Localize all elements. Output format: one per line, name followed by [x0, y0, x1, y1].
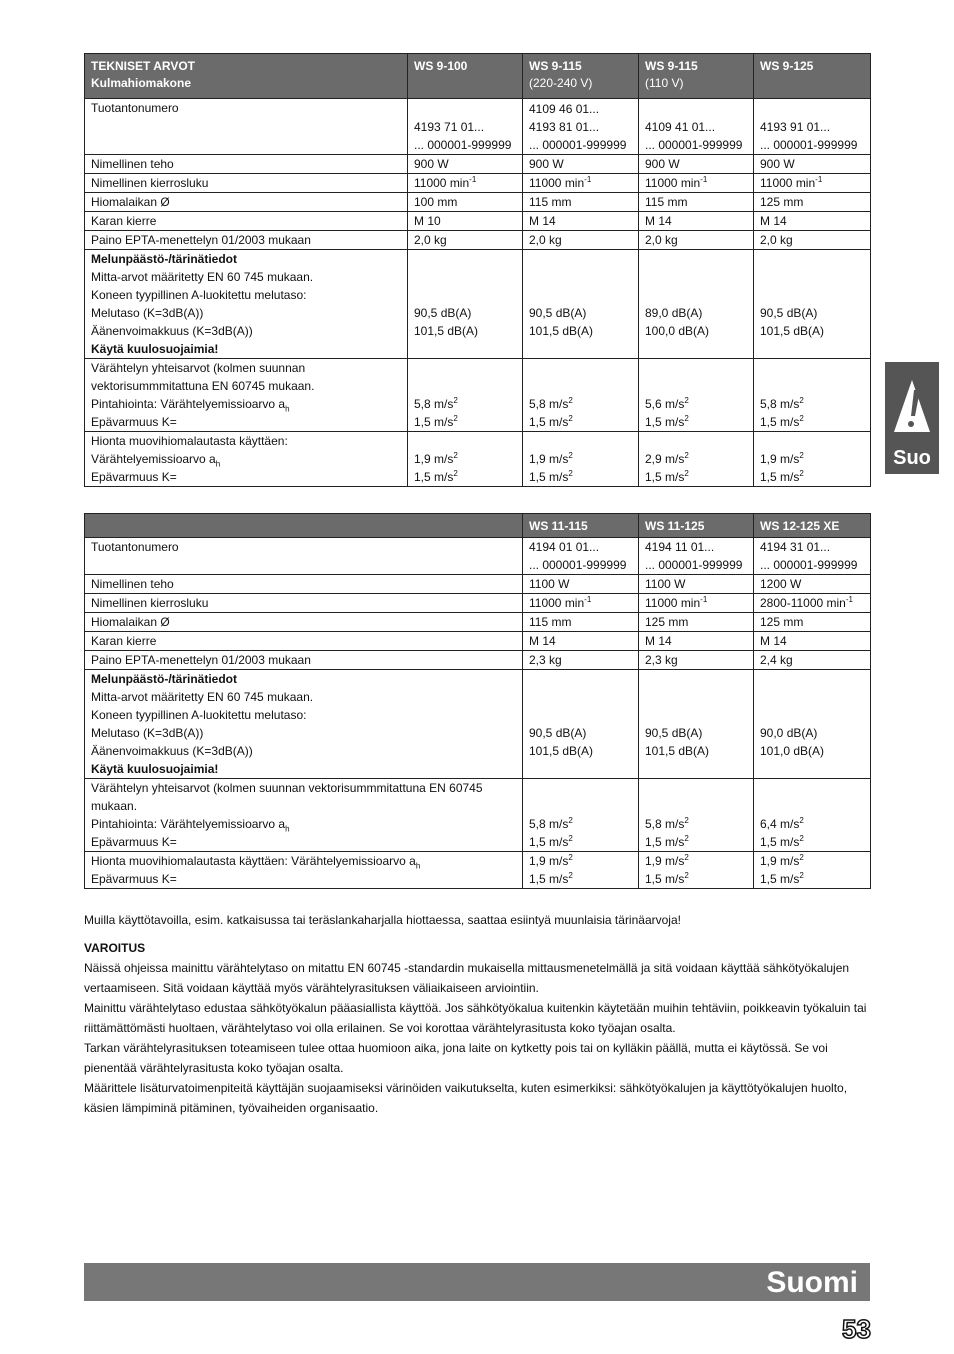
notes-section	[84, 910, 874, 1118]
other-uses-note: Muilla käyttötavoilla, esim. katkaisussa tai teräslankaharjalla hiottaessa, saattaa esiintyä muunlaisia tärinäarvoja!	[84, 913, 681, 927]
cell: 5,6 $m/s^2$ 1,5 $m/s^2$	[639, 359, 754, 432]
cell: 5,8 $m/s^2$ 1,5 $m/s^2$	[408, 359, 523, 432]
warning-paragraph: Näissä ohjeissa mainittu värähtelytaso on mitattu EN 60745 -standardin mukaisella mittausmenetelmällä ja sitä voidaan käyttää sähkötyökalujen vertaamiseen. Sitä voidaan käyttää myös värähtelyrasituksen väliaikaiseen arviointiin.	[84, 961, 850, 995]
cell: 90,5 dB(A) 101,5 dB(A)	[408, 250, 523, 359]
row-label: Tuotantonumero	[85, 99, 408, 155]
cell: 4194 01 01... ... 000001-999999	[523, 538, 639, 575]
cell: 90,5 dB(A) 101,5 dB(A)	[754, 250, 871, 359]
cell: M 14	[523, 632, 639, 651]
warning-paragraph: Tarkan värähtelyrasituksen toteamiseen tulee ottaa huomioon aika, jona laite on kytketty pois tai on kylläkin päällä, mutta ei käytössä. Se voi pienentää värähtelyrasitusta koko työajan osalta.	[84, 1041, 828, 1075]
cell: 4194 11 01... ... 000001-999999	[639, 538, 754, 575]
cell: 5,8 $m/s^2$ 1,5 $m/s^2$	[523, 359, 639, 432]
model-header: WS 11-125	[639, 514, 754, 538]
cell: 11000 $\min^{-1}$	[523, 174, 639, 193]
cell: 90,5 dB(A) 101,5 dB(A)	[523, 670, 639, 779]
cell: 1100 W	[639, 575, 754, 594]
ear-protection-warning: Käytä kuulosuojaimia!	[91, 762, 219, 776]
table-row	[85, 99, 871, 155]
row-label: Hiomalaikan Ø	[85, 193, 408, 212]
cell: 1,9 $m/s^2$ 1,5 $m/s^2$	[408, 432, 523, 487]
cell: 100 mm	[408, 193, 523, 212]
cell: 900 W	[639, 155, 754, 174]
cell: 115 mm	[523, 613, 639, 632]
noise-text: Mitta-arvot määritetty EN 60 745 mukaan. Koneen tyypillinen A-luokitettu melutaso: Melutaso (K=3dB(A)) Äänenvoimakkuus (K=3dB(A))	[91, 690, 314, 758]
cell: 11000 $\min^{-1}$	[523, 594, 639, 613]
cell: 5,8 $m/s^2$ 1,5 $m/s^2$	[639, 779, 754, 852]
cell: 2,0 kg	[523, 231, 639, 250]
cell: 2,0 kg	[408, 231, 523, 250]
table-row	[85, 594, 871, 613]
table-row	[85, 155, 871, 174]
row-label: Värähtelyn yhteisarvot (kolmen suunnan vektorisummmitattuna EN 60745 mukaan. Pintahiointa: Värähtelyemissioarvo $a_h$ Epävarmuus K=	[85, 359, 408, 432]
cell: 2,9 $m/s^2$ 1,5 $m/s^2$	[639, 432, 754, 487]
table-row	[85, 575, 871, 594]
model-header: WS 12-125 XE	[754, 514, 871, 538]
row-label	[85, 250, 408, 359]
table-row	[85, 538, 871, 575]
cell: 900 W	[523, 155, 639, 174]
table-row	[85, 193, 871, 212]
table-row	[85, 432, 871, 487]
row-label: Paino EPTA-menettelyn 01/2003 mukaan	[85, 231, 408, 250]
cell: M 14	[754, 632, 871, 651]
cell: 4109 46 01... 4193 81 01... ... 000001-999999	[523, 99, 639, 155]
warning-triangle-icon	[892, 376, 932, 436]
noise-heading: Melunpäästö-/tärinätiedot	[91, 672, 238, 686]
cell: 11000 $\min^{-1}$	[639, 174, 754, 193]
model-header: WS 9-115 (110 V)	[639, 54, 754, 99]
cell: 1100 W	[523, 575, 639, 594]
table-row	[85, 250, 871, 359]
row-label: Nimellinen kierrosluku	[85, 174, 408, 193]
model-header: WS 9-100	[408, 54, 523, 99]
warning-paragraph: Määrittele lisäturvatoimenpiteitä käyttäjän suojaamiseksi värinöiden vaikutukselta, kuten esimerkiksi: sähkötyökalujen ja käyttötyökalujen huolto, käsien lämpiminä pitäminen, työvaiheiden organisaatio.	[84, 1081, 848, 1115]
cell: 90,0 dB(A) 101,0 dB(A)	[754, 670, 871, 779]
cell: 900 W	[408, 155, 523, 174]
cell: 2,0 kg	[754, 231, 871, 250]
spec-table-2	[84, 513, 871, 889]
cell: 5,8 $m/s^2$ 1,5 $m/s^2$	[523, 779, 639, 852]
cell: 1,9 $m/s^2$ 1,5 $m/s^2$	[754, 852, 871, 889]
cell: 125 mm	[754, 613, 871, 632]
ear-protection-warning: Käytä kuulosuojaimia!	[91, 342, 219, 356]
cell: 2,3 kg	[523, 651, 639, 670]
row-label: Hionta muovihiomalautasta käyttäen: Värähtelyemissioarvo $a_h$ Epävarmuus K=	[85, 432, 408, 487]
table-row	[85, 779, 871, 852]
spec-table-1	[84, 53, 871, 487]
table-row	[85, 359, 871, 432]
table-header-blank	[85, 514, 523, 538]
table-row	[85, 613, 871, 632]
cell: 125 mm	[754, 193, 871, 212]
cell: M 14	[523, 212, 639, 231]
cell: M 14	[639, 632, 754, 651]
cell: M 14	[639, 212, 754, 231]
language-side-tab	[885, 362, 939, 474]
row-label: Paino EPTA-menettelyn 01/2003 mukaan	[85, 651, 523, 670]
cell: 125 mm	[639, 613, 754, 632]
cell: 1,9 $m/s^2$ 1,5 $m/s^2$	[639, 852, 754, 889]
table-row	[85, 174, 871, 193]
cell: 900 W	[754, 155, 871, 174]
cell: 1,9 $m/s^2$ 1,5 $m/s^2$	[754, 432, 871, 487]
model-header: WS 11-115	[523, 514, 639, 538]
footer-language-label: Suomi	[766, 1266, 858, 1299]
table-row	[85, 852, 871, 889]
cell: 11000 $\min^{-1}$	[639, 594, 754, 613]
cell: 4193 71 01... ... 000001-999999	[408, 99, 523, 155]
cell: 4194 31 01... ... 000001-999999	[754, 538, 871, 575]
page-number: 53	[842, 1314, 871, 1344]
row-label: Nimellinen teho	[85, 575, 523, 594]
warning-title: VAROITUS	[84, 941, 146, 955]
row-label: Karan kierre	[85, 632, 523, 651]
row-label: Nimellinen teho	[85, 155, 408, 174]
row-label: Hiomalaikan Ø	[85, 613, 523, 632]
cell: 2,3 kg	[639, 651, 754, 670]
footer-language-bar	[84, 1263, 870, 1301]
noise-heading: Melunpäästö-/tärinätiedot	[91, 252, 238, 266]
cell: 4193 91 01... ... 000001-999999	[754, 99, 871, 155]
cell: 2,4 kg	[754, 651, 871, 670]
row-label: Värähtelyn yhteisarvot (kolmen suunnan vektorisummmitattuna EN 60745 mukaan. Pintahiointa: Värähtelyemissioarvo $a_h$ Epävarmuus K=	[85, 779, 523, 852]
row-label: Hionta muovihiomalautasta käyttäen: Värähtelyemissioarvo $a_h$ Epävarmuus K=	[85, 852, 523, 889]
cell: M 10	[408, 212, 523, 231]
cell: 4109 41 01... ... 000001-999999	[639, 99, 754, 155]
model-header: WS 9-115 (220-240 V)	[523, 54, 639, 99]
row-label: Karan kierre	[85, 212, 408, 231]
cell: M 14	[754, 212, 871, 231]
row-label: Nimellinen kierrosluku	[85, 594, 523, 613]
cell: 2,0 kg	[639, 231, 754, 250]
cell: 6,4 $m/s^2$ 1,5 $m/s^2$	[754, 779, 871, 852]
cell: 2800-11000 $\min^{-1}$	[754, 594, 871, 613]
cell: 1200 W	[754, 575, 871, 594]
cell: 5,8 $m/s^2$ 1,5 $m/s^2$	[754, 359, 871, 432]
table-row	[85, 632, 871, 651]
cell: 11000 $\min^{-1}$	[408, 174, 523, 193]
cell: 11000 $\min^{-1}$	[754, 174, 871, 193]
table-row	[85, 212, 871, 231]
row-label	[85, 670, 523, 779]
cell: 89,0 dB(A) 100,0 dB(A)	[639, 250, 754, 359]
noise-text: Mitta-arvot määritetty EN 60 745 mukaan. Koneen tyypillinen A-luokitettu melutaso: Melutaso (K=3dB(A)) Äänenvoimakkuus (K=3dB(A))	[91, 270, 314, 338]
cell: 90,5 dB(A) 101,5 dB(A)	[523, 250, 639, 359]
table-row	[85, 231, 871, 250]
model-header: WS 9-125	[754, 54, 871, 99]
cell: 1,9 $m/s^2$ 1,5 $m/s^2$	[523, 432, 639, 487]
table-row	[85, 651, 871, 670]
cell: 115 mm	[523, 193, 639, 212]
row-label: Tuotantonumero	[85, 538, 523, 575]
cell: 90,5 dB(A) 101,5 dB(A)	[639, 670, 754, 779]
side-tab-label: Suo	[893, 447, 931, 469]
table-header-title: TEKNISET ARVOT Kulmahiomakone	[85, 54, 408, 99]
cell: 1,9 $m/s^2$ 1,5 $m/s^2$	[523, 852, 639, 889]
table-row	[85, 670, 871, 779]
cell: 115 mm	[639, 193, 754, 212]
warning-paragraph: Mainittu värähtelytaso edustaa sähkötyökalun pääasiallista käyttöä. Jos sähkötyökalua kuitenkin käytetään muihin tehtäviin, poikkeavin työkaluin tai riittämättömästi huoltaen, värähtelytaso voi olla erilainen. Se voi korottaa värähtelyrasitusta koko työajan osalta.	[84, 1001, 867, 1035]
